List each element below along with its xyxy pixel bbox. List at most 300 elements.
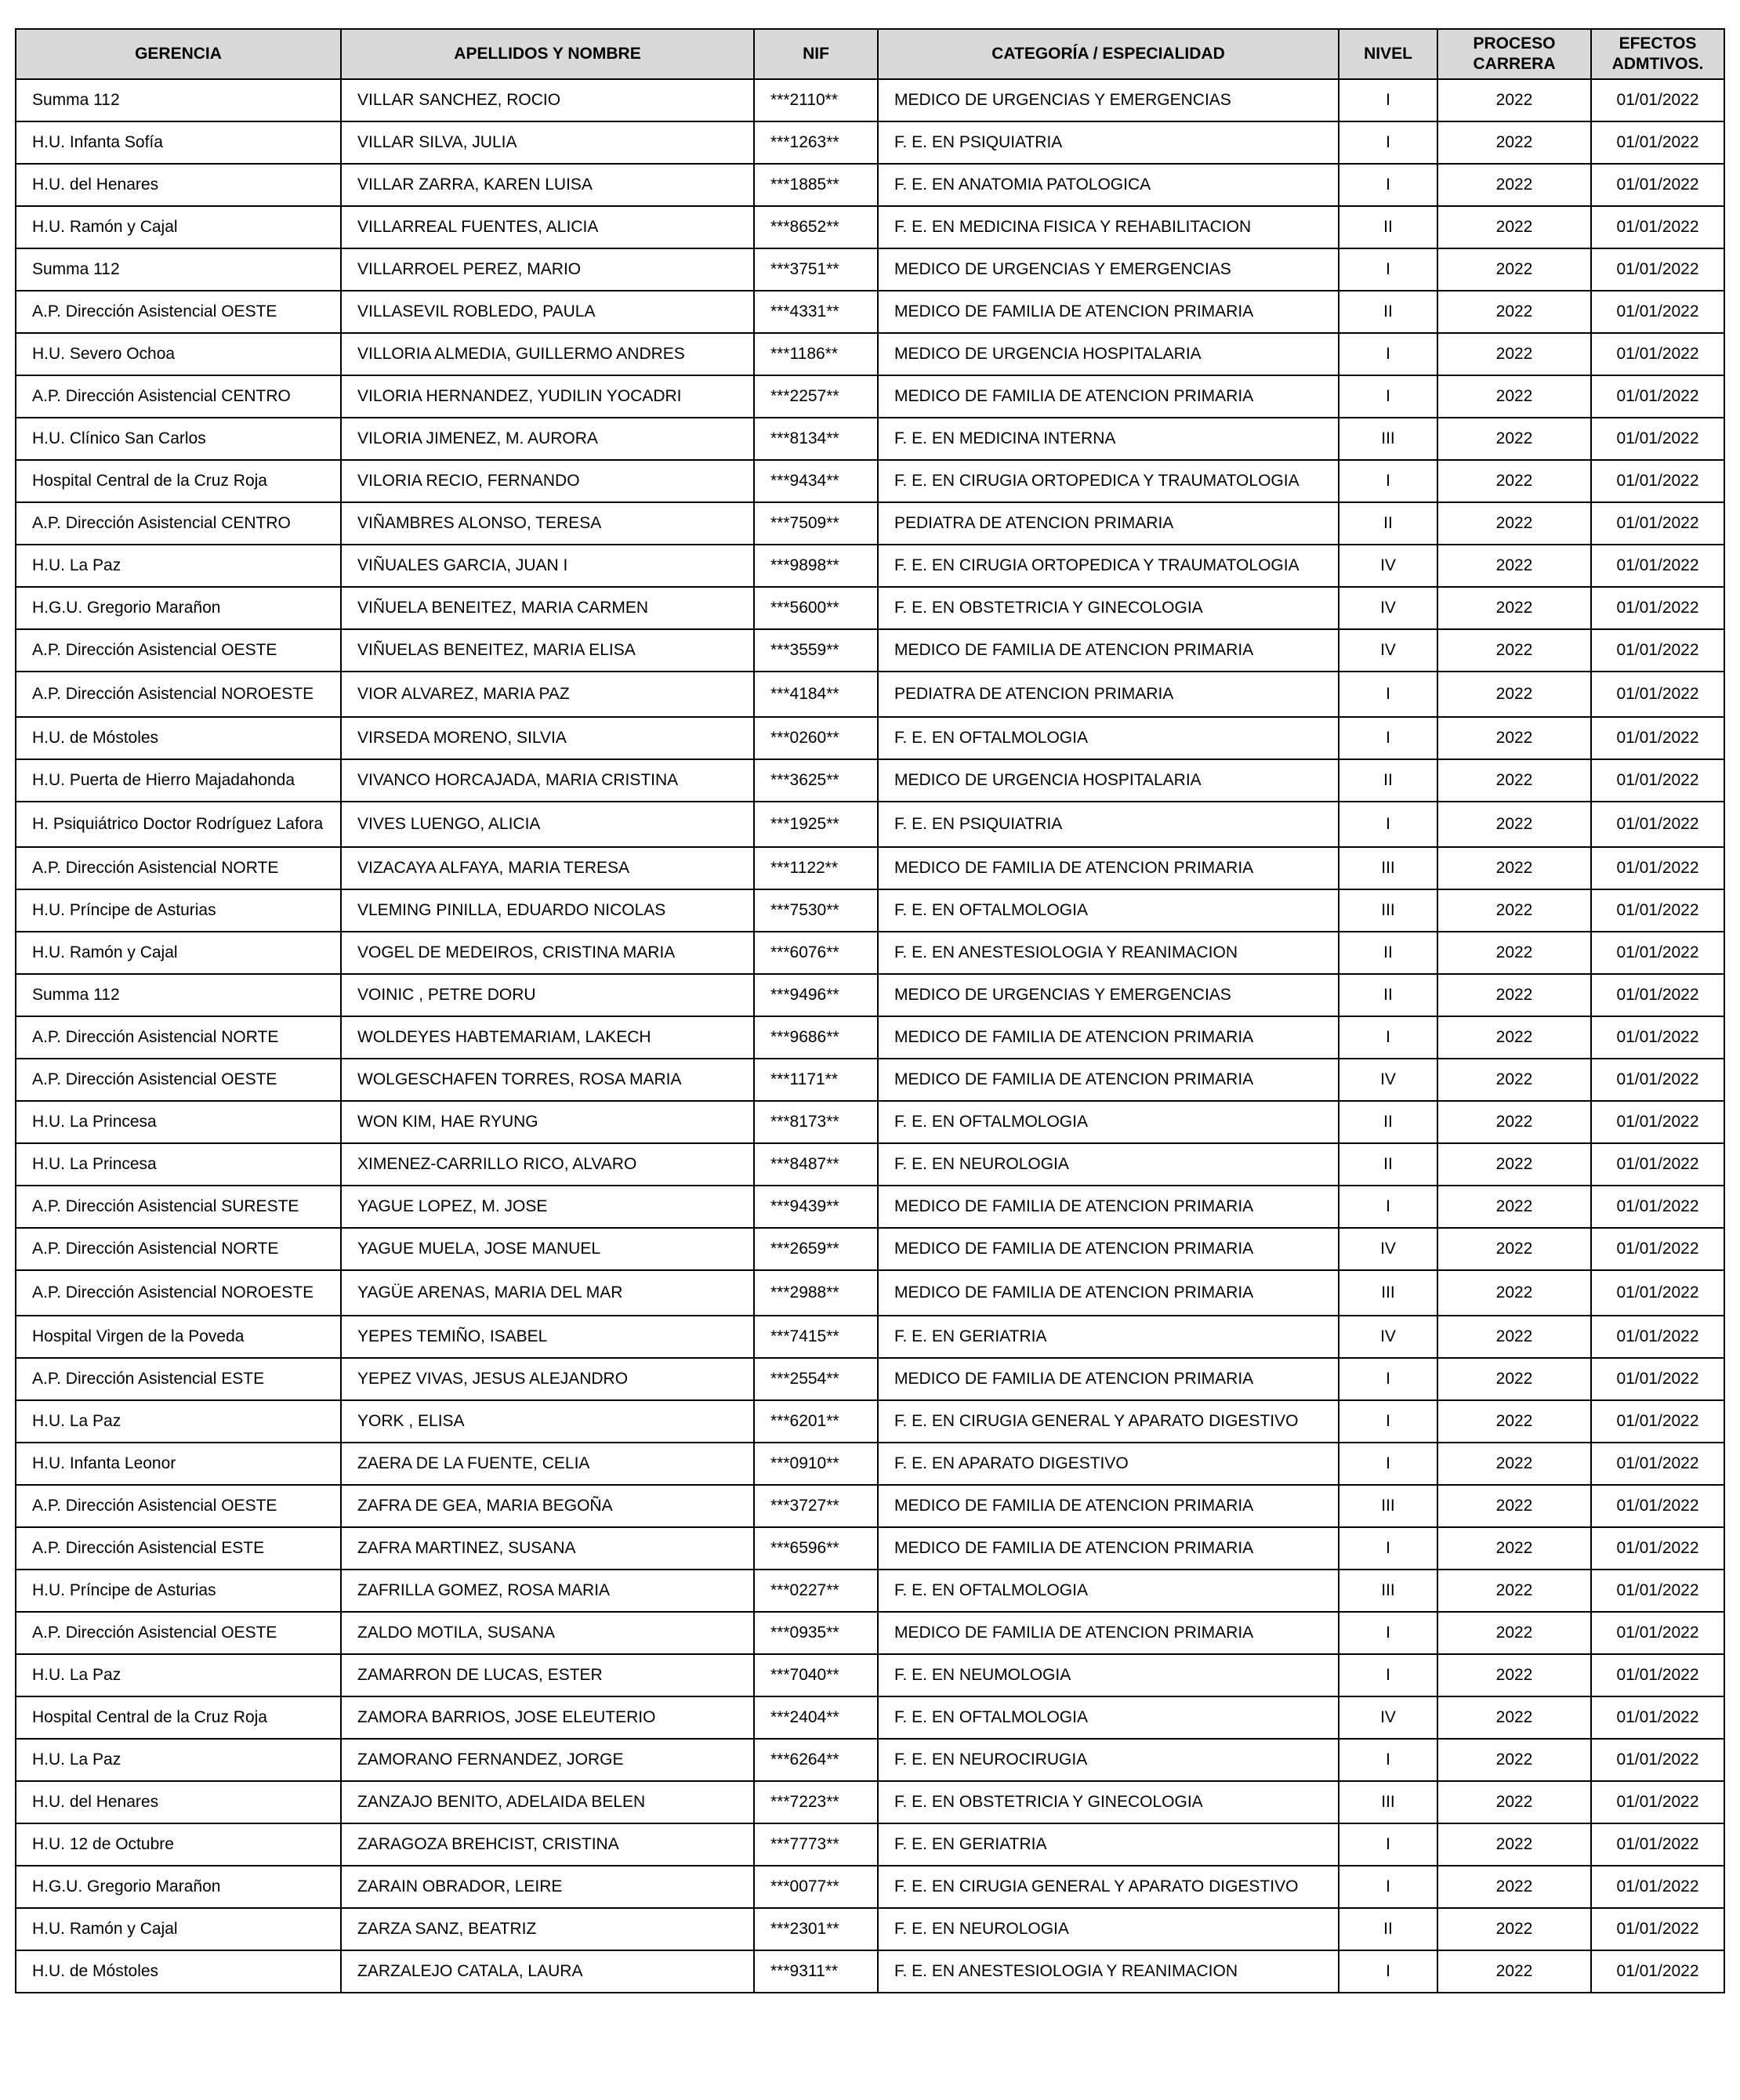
cell-gerencia: A.P. Dirección Asistencial OESTE xyxy=(16,629,341,672)
cell-apellidos-nombre: VIÑUELAS BENEITEZ, MARIA ELISA xyxy=(341,629,754,672)
cell-nif: ***6076** xyxy=(754,932,878,974)
cell-apellidos-nombre: ZAFRA MARTINEZ, SUSANA xyxy=(341,1527,754,1570)
cell-apellidos-nombre: ZAMORANO FERNANDEZ, JORGE xyxy=(341,1739,754,1781)
header-proceso-carrera: PROCESO CARRERA xyxy=(1437,29,1591,79)
cell-categoria: MEDICO DE FAMILIA DE ATENCION PRIMARIA xyxy=(878,1186,1339,1228)
cell-proceso-carrera: 2022 xyxy=(1437,460,1591,502)
cell-categoria: F. E. EN APARATO DIGESTIVO xyxy=(878,1443,1339,1485)
table-row xyxy=(16,1443,1724,1485)
cell-categoria: MEDICO DE FAMILIA DE ATENCION PRIMARIA xyxy=(878,1228,1339,1270)
cell-proceso-carrera: 2022 xyxy=(1437,1016,1591,1059)
cell-categoria: PEDIATRA DE ATENCION PRIMARIA xyxy=(878,502,1339,545)
cell-nif: ***9898** xyxy=(754,545,878,587)
cell-proceso-carrera: 2022 xyxy=(1437,502,1591,545)
cell-nif: ***1885** xyxy=(754,164,878,206)
cell-proceso-carrera: 2022 xyxy=(1437,1612,1591,1654)
table-header xyxy=(16,29,1724,79)
cell-proceso-carrera: 2022 xyxy=(1437,1908,1591,1950)
cell-gerencia: H.U. La Paz xyxy=(16,1654,341,1696)
cell-nivel: III xyxy=(1339,1270,1437,1316)
cell-nif: ***9434** xyxy=(754,460,878,502)
cell-efectos-admtivos: 01/01/2022 xyxy=(1591,1443,1724,1485)
cell-categoria: MEDICO DE FAMILIA DE ATENCION PRIMARIA xyxy=(878,1016,1339,1059)
cell-nif: ***9496** xyxy=(754,974,878,1016)
cell-nivel: I xyxy=(1339,1739,1437,1781)
table-row xyxy=(16,1908,1724,1950)
cell-nivel: I xyxy=(1339,802,1437,847)
cell-proceso-carrera: 2022 xyxy=(1437,1781,1591,1823)
cell-categoria: F. E. EN ANATOMIA PATOLOGICA xyxy=(878,164,1339,206)
cell-categoria: F. E. EN OFTALMOLOGIA xyxy=(878,1696,1339,1739)
cell-gerencia: H.U. del Henares xyxy=(16,164,341,206)
table-row xyxy=(16,502,1724,545)
cell-apellidos-nombre: VIRSEDA MORENO, SILVIA xyxy=(341,717,754,759)
cell-categoria: F. E. EN GERIATRIA xyxy=(878,1823,1339,1866)
cell-nif: ***9686** xyxy=(754,1016,878,1059)
cell-gerencia: H.G.U. Gregorio Marañon xyxy=(16,587,341,629)
cell-efectos-admtivos: 01/01/2022 xyxy=(1591,121,1724,164)
cell-gerencia: A.P. Dirección Asistencial ESTE xyxy=(16,1527,341,1570)
cell-nif: ***0910** xyxy=(754,1443,878,1485)
cell-efectos-admtivos: 01/01/2022 xyxy=(1591,847,1724,889)
cell-nif: ***7223** xyxy=(754,1781,878,1823)
cell-gerencia: Hospital Central de la Cruz Roja xyxy=(16,460,341,502)
cell-nivel: I xyxy=(1339,1950,1437,1993)
cell-apellidos-nombre: ZAMORA BARRIOS, JOSE ELEUTERIO xyxy=(341,1696,754,1739)
cell-efectos-admtivos: 01/01/2022 xyxy=(1591,1016,1724,1059)
cell-proceso-carrera: 2022 xyxy=(1437,418,1591,460)
cell-apellidos-nombre: ZAFRILLA GOMEZ, ROSA MARIA xyxy=(341,1570,754,1612)
cell-efectos-admtivos: 01/01/2022 xyxy=(1591,1101,1724,1143)
cell-gerencia: H.U. La Princesa xyxy=(16,1143,341,1186)
cell-categoria: MEDICO DE URGENCIA HOSPITALARIA xyxy=(878,759,1339,802)
cell-categoria: F. E. EN OBSTETRICIA Y GINECOLOGIA xyxy=(878,1781,1339,1823)
cell-apellidos-nombre: VILLARREAL FUENTES, ALICIA xyxy=(341,206,754,248)
cell-efectos-admtivos: 01/01/2022 xyxy=(1591,1143,1724,1186)
header-gerencia: GERENCIA xyxy=(16,29,341,79)
table-row xyxy=(16,889,1724,932)
cell-proceso-carrera: 2022 xyxy=(1437,1101,1591,1143)
cell-apellidos-nombre: VOGEL DE MEDEIROS, CRISTINA MARIA xyxy=(341,932,754,974)
cell-efectos-admtivos: 01/01/2022 xyxy=(1591,672,1724,717)
cell-gerencia: H.G.U. Gregorio Marañon xyxy=(16,1866,341,1908)
cell-proceso-carrera: 2022 xyxy=(1437,1485,1591,1527)
cell-nivel: IV xyxy=(1339,1696,1437,1739)
header-apellidos-nombre: APELLIDOS Y NOMBRE xyxy=(341,29,754,79)
cell-apellidos-nombre: VOINIC , PETRE DORU xyxy=(341,974,754,1016)
table-row xyxy=(16,1866,1724,1908)
cell-nif: ***2659** xyxy=(754,1228,878,1270)
cell-gerencia: A.P. Dirección Asistencial CENTRO xyxy=(16,375,341,418)
cell-nif: ***1186** xyxy=(754,333,878,375)
cell-apellidos-nombre: VILORIA HERNANDEZ, YUDILIN YOCADRI xyxy=(341,375,754,418)
cell-efectos-admtivos: 01/01/2022 xyxy=(1591,460,1724,502)
cell-apellidos-nombre: VIÑUELA BENEITEZ, MARIA CARMEN xyxy=(341,587,754,629)
cell-proceso-carrera: 2022 xyxy=(1437,1143,1591,1186)
cell-apellidos-nombre: YEPES TEMIÑO, ISABEL xyxy=(341,1316,754,1358)
cell-gerencia: H.U. La Paz xyxy=(16,1400,341,1443)
cell-apellidos-nombre: ZANZAJO BENITO, ADELAIDA BELEN xyxy=(341,1781,754,1823)
table-row xyxy=(16,375,1724,418)
cell-proceso-carrera: 2022 xyxy=(1437,1950,1591,1993)
table-row xyxy=(16,1570,1724,1612)
cell-categoria: MEDICO DE FAMILIA DE ATENCION PRIMARIA xyxy=(878,1270,1339,1316)
cell-gerencia: H.U. Clínico San Carlos xyxy=(16,418,341,460)
cell-categoria: F. E. EN NEUROLOGIA xyxy=(878,1143,1339,1186)
cell-efectos-admtivos: 01/01/2022 xyxy=(1591,545,1724,587)
cell-proceso-carrera: 2022 xyxy=(1437,587,1591,629)
cell-proceso-carrera: 2022 xyxy=(1437,291,1591,333)
cell-proceso-carrera: 2022 xyxy=(1437,1228,1591,1270)
cell-apellidos-nombre: ZAFRA DE GEA, MARIA BEGOÑA xyxy=(341,1485,754,1527)
cell-efectos-admtivos: 01/01/2022 xyxy=(1591,1270,1724,1316)
cell-categoria: F. E. EN MEDICINA FISICA Y REHABILITACION xyxy=(878,206,1339,248)
cell-proceso-carrera: 2022 xyxy=(1437,545,1591,587)
cell-nivel: IV xyxy=(1339,545,1437,587)
cell-nif: ***6596** xyxy=(754,1527,878,1570)
cell-efectos-admtivos: 01/01/2022 xyxy=(1591,1908,1724,1950)
cell-nivel: I xyxy=(1339,248,1437,291)
cell-nif: ***0260** xyxy=(754,717,878,759)
cell-proceso-carrera: 2022 xyxy=(1437,1527,1591,1570)
cell-categoria: F. E. EN CIRUGIA ORTOPEDICA Y TRAUMATOLOGIA xyxy=(878,545,1339,587)
cell-efectos-admtivos: 01/01/2022 xyxy=(1591,1950,1724,1993)
cell-gerencia: A.P. Dirección Asistencial NORTE xyxy=(16,847,341,889)
cell-proceso-carrera: 2022 xyxy=(1437,1866,1591,1908)
header-nif: NIF xyxy=(754,29,878,79)
cell-nif: ***0935** xyxy=(754,1612,878,1654)
table-row xyxy=(16,1400,1724,1443)
cell-categoria: MEDICO DE FAMILIA DE ATENCION PRIMARIA xyxy=(878,375,1339,418)
cell-nif: ***2257** xyxy=(754,375,878,418)
cell-proceso-carrera: 2022 xyxy=(1437,1570,1591,1612)
cell-categoria: F. E. EN MEDICINA INTERNA xyxy=(878,418,1339,460)
cell-gerencia: Summa 112 xyxy=(16,79,341,121)
cell-efectos-admtivos: 01/01/2022 xyxy=(1591,502,1724,545)
cell-nif: ***1171** xyxy=(754,1059,878,1101)
table-row xyxy=(16,932,1724,974)
cell-nivel: II xyxy=(1339,1143,1437,1186)
table-row xyxy=(16,1527,1724,1570)
cell-apellidos-nombre: ZALDO MOTILA, SUSANA xyxy=(341,1612,754,1654)
table-row xyxy=(16,1143,1724,1186)
cell-apellidos-nombre: VLEMING PINILLA, EDUARDO NICOLAS xyxy=(341,889,754,932)
cell-gerencia: H.U. Severo Ochoa xyxy=(16,333,341,375)
cell-categoria: MEDICO DE FAMILIA DE ATENCION PRIMARIA xyxy=(878,1612,1339,1654)
table-row xyxy=(16,1316,1724,1358)
cell-proceso-carrera: 2022 xyxy=(1437,932,1591,974)
cell-nivel: II xyxy=(1339,1908,1437,1950)
table-row xyxy=(16,545,1724,587)
cell-gerencia: A.P. Dirección Asistencial OESTE xyxy=(16,1059,341,1101)
cell-nif: ***2301** xyxy=(754,1908,878,1950)
cell-gerencia: Summa 112 xyxy=(16,974,341,1016)
cell-apellidos-nombre: VILLORIA ALMEDIA, GUILLERMO ANDRES xyxy=(341,333,754,375)
cell-efectos-admtivos: 01/01/2022 xyxy=(1591,1358,1724,1400)
table-row xyxy=(16,1654,1724,1696)
cell-nif: ***6264** xyxy=(754,1739,878,1781)
cell-gerencia: A.P. Dirección Asistencial NOROESTE xyxy=(16,1270,341,1316)
cell-nivel: I xyxy=(1339,717,1437,759)
cell-gerencia: A.P. Dirección Asistencial OESTE xyxy=(16,1485,341,1527)
cell-nivel: II xyxy=(1339,206,1437,248)
cell-nif: ***8487** xyxy=(754,1143,878,1186)
cell-efectos-admtivos: 01/01/2022 xyxy=(1591,802,1724,847)
cell-efectos-admtivos: 01/01/2022 xyxy=(1591,1228,1724,1270)
cell-gerencia: H.U. Infanta Sofía xyxy=(16,121,341,164)
cell-nif: ***0077** xyxy=(754,1866,878,1908)
cell-gerencia: H.U. de Móstoles xyxy=(16,717,341,759)
cell-efectos-admtivos: 01/01/2022 xyxy=(1591,1059,1724,1101)
table-row xyxy=(16,121,1724,164)
cell-efectos-admtivos: 01/01/2022 xyxy=(1591,1570,1724,1612)
cell-apellidos-nombre: ZARAGOZA BREHCIST, CRISTINA xyxy=(341,1823,754,1866)
cell-categoria: MEDICO DE FAMILIA DE ATENCION PRIMARIA xyxy=(878,291,1339,333)
cell-proceso-carrera: 2022 xyxy=(1437,1358,1591,1400)
cell-nif: ***7509** xyxy=(754,502,878,545)
table-row xyxy=(16,291,1724,333)
table-body xyxy=(16,79,1724,1993)
cell-apellidos-nombre: WOLDEYES HABTEMARIAM, LAKECH xyxy=(341,1016,754,1059)
cell-efectos-admtivos: 01/01/2022 xyxy=(1591,1612,1724,1654)
cell-nivel: I xyxy=(1339,121,1437,164)
cell-categoria: F. E. EN OFTALMOLOGIA xyxy=(878,1101,1339,1143)
cell-apellidos-nombre: VIÑAMBRES ALONSO, TERESA xyxy=(341,502,754,545)
cell-proceso-carrera: 2022 xyxy=(1437,672,1591,717)
cell-nif: ***3727** xyxy=(754,1485,878,1527)
cell-nif: ***8173** xyxy=(754,1101,878,1143)
cell-proceso-carrera: 2022 xyxy=(1437,1270,1591,1316)
table-row xyxy=(16,248,1724,291)
cell-categoria: F. E. EN GERIATRIA xyxy=(878,1316,1339,1358)
cell-categoria: MEDICO DE FAMILIA DE ATENCION PRIMARIA xyxy=(878,629,1339,672)
cell-efectos-admtivos: 01/01/2022 xyxy=(1591,333,1724,375)
cell-apellidos-nombre: ZARZA SANZ, BEATRIZ xyxy=(341,1908,754,1950)
cell-efectos-admtivos: 01/01/2022 xyxy=(1591,932,1724,974)
cell-categoria: F. E. EN CIRUGIA GENERAL Y APARATO DIGESTIVO xyxy=(878,1866,1339,1908)
cell-nivel: II xyxy=(1339,291,1437,333)
cell-nif: ***2554** xyxy=(754,1358,878,1400)
cell-gerencia: A.P. Dirección Asistencial SURESTE xyxy=(16,1186,341,1228)
cell-categoria: MEDICO DE FAMILIA DE ATENCION PRIMARIA xyxy=(878,1059,1339,1101)
cell-gerencia: A.P. Dirección Asistencial NORTE xyxy=(16,1016,341,1059)
cell-gerencia: A.P. Dirección Asistencial ESTE xyxy=(16,1358,341,1400)
table-row xyxy=(16,1485,1724,1527)
table-row xyxy=(16,847,1724,889)
cell-efectos-admtivos: 01/01/2022 xyxy=(1591,629,1724,672)
cell-gerencia: H.U. La Paz xyxy=(16,1739,341,1781)
cell-gerencia: H.U. Ramón y Cajal xyxy=(16,206,341,248)
cell-nivel: I xyxy=(1339,1612,1437,1654)
cell-apellidos-nombre: WOLGESCHAFEN TORRES, ROSA MARIA xyxy=(341,1059,754,1101)
cell-nivel: I xyxy=(1339,1866,1437,1908)
cell-nivel: I xyxy=(1339,1654,1437,1696)
cell-categoria: F. E. EN ANESTESIOLOGIA Y REANIMACION xyxy=(878,1950,1339,1993)
cell-nif: ***5600** xyxy=(754,587,878,629)
cell-gerencia: A.P. Dirección Asistencial OESTE xyxy=(16,1612,341,1654)
header-nivel: NIVEL xyxy=(1339,29,1437,79)
cell-categoria: F. E. EN ANESTESIOLOGIA Y REANIMACION xyxy=(878,932,1339,974)
cell-nif: ***3559** xyxy=(754,629,878,672)
cell-apellidos-nombre: VILLARROEL PEREZ, MARIO xyxy=(341,248,754,291)
cell-categoria: PEDIATRA DE ATENCION PRIMARIA xyxy=(878,672,1339,717)
cell-nif: ***7415** xyxy=(754,1316,878,1358)
cell-proceso-carrera: 2022 xyxy=(1437,375,1591,418)
cell-categoria: MEDICO DE FAMILIA DE ATENCION PRIMARIA xyxy=(878,1527,1339,1570)
cell-nivel: I xyxy=(1339,333,1437,375)
cell-nif: ***2110** xyxy=(754,79,878,121)
cell-categoria: F. E. EN OFTALMOLOGIA xyxy=(878,889,1339,932)
cell-efectos-admtivos: 01/01/2022 xyxy=(1591,1186,1724,1228)
cell-gerencia: H.U. Príncipe de Asturias xyxy=(16,889,341,932)
cell-nivel: III xyxy=(1339,1781,1437,1823)
cell-apellidos-nombre: ZARAIN OBRADOR, LEIRE xyxy=(341,1866,754,1908)
cell-efectos-admtivos: 01/01/2022 xyxy=(1591,1823,1724,1866)
cell-apellidos-nombre: WON KIM, HAE RYUNG xyxy=(341,1101,754,1143)
cell-efectos-admtivos: 01/01/2022 xyxy=(1591,1866,1724,1908)
cell-proceso-carrera: 2022 xyxy=(1437,847,1591,889)
cell-nif: ***9311** xyxy=(754,1950,878,1993)
cell-efectos-admtivos: 01/01/2022 xyxy=(1591,1400,1724,1443)
cell-nivel: I xyxy=(1339,1400,1437,1443)
cell-nivel: IV xyxy=(1339,1316,1437,1358)
cell-efectos-admtivos: 01/01/2022 xyxy=(1591,759,1724,802)
cell-gerencia: H.U. Ramón y Cajal xyxy=(16,1908,341,1950)
cell-nivel: II xyxy=(1339,932,1437,974)
cell-efectos-admtivos: 01/01/2022 xyxy=(1591,248,1724,291)
table-row xyxy=(16,1781,1724,1823)
cell-efectos-admtivos: 01/01/2022 xyxy=(1591,1527,1724,1570)
cell-proceso-carrera: 2022 xyxy=(1437,1316,1591,1358)
cell-efectos-admtivos: 01/01/2022 xyxy=(1591,889,1724,932)
cell-categoria: MEDICO DE FAMILIA DE ATENCION PRIMARIA xyxy=(878,1358,1339,1400)
cell-nivel: I xyxy=(1339,375,1437,418)
cell-gerencia: A.P. Dirección Asistencial NORTE xyxy=(16,1228,341,1270)
cell-proceso-carrera: 2022 xyxy=(1437,1696,1591,1739)
table-row xyxy=(16,1186,1724,1228)
cell-proceso-carrera: 2022 xyxy=(1437,164,1591,206)
cell-gerencia: H.U. La Princesa xyxy=(16,1101,341,1143)
cell-nif: ***3751** xyxy=(754,248,878,291)
cell-proceso-carrera: 2022 xyxy=(1437,759,1591,802)
cell-categoria: F. E. EN PSIQUIATRIA xyxy=(878,121,1339,164)
cell-categoria: F. E. EN OFTALMOLOGIA xyxy=(878,1570,1339,1612)
cell-nif: ***3625** xyxy=(754,759,878,802)
cell-apellidos-nombre: VILLAR SILVA, JULIA xyxy=(341,121,754,164)
cell-apellidos-nombre: XIMENEZ-CARRILLO RICO, ALVARO xyxy=(341,1143,754,1186)
cell-nif: ***4331** xyxy=(754,291,878,333)
cell-categoria: F. E. EN OFTALMOLOGIA xyxy=(878,717,1339,759)
cell-nivel: III xyxy=(1339,889,1437,932)
cell-nif: ***9439** xyxy=(754,1186,878,1228)
table-row xyxy=(16,1950,1724,1993)
table-row xyxy=(16,1270,1724,1316)
cell-apellidos-nombre: VIVANCO HORCAJADA, MARIA CRISTINA xyxy=(341,759,754,802)
cell-efectos-admtivos: 01/01/2022 xyxy=(1591,1781,1724,1823)
cell-nivel: I xyxy=(1339,1016,1437,1059)
cell-efectos-admtivos: 01/01/2022 xyxy=(1591,206,1724,248)
cell-efectos-admtivos: 01/01/2022 xyxy=(1591,418,1724,460)
table-row xyxy=(16,802,1724,847)
cell-gerencia: H.U. de Móstoles xyxy=(16,1950,341,1993)
cell-nivel: I xyxy=(1339,672,1437,717)
cell-nif: ***1263** xyxy=(754,121,878,164)
cell-nivel: III xyxy=(1339,1485,1437,1527)
table-row xyxy=(16,1696,1724,1739)
cell-nif: ***8652** xyxy=(754,206,878,248)
cell-categoria: F. E. EN NEUMOLOGIA xyxy=(878,1654,1339,1696)
cell-nivel: I xyxy=(1339,1527,1437,1570)
cell-gerencia: H.U. Infanta Leonor xyxy=(16,1443,341,1485)
cell-gerencia: H.U. Príncipe de Asturias xyxy=(16,1570,341,1612)
cell-proceso-carrera: 2022 xyxy=(1437,1654,1591,1696)
cell-apellidos-nombre: VIOR ALVAREZ, MARIA PAZ xyxy=(341,672,754,717)
table-row xyxy=(16,164,1724,206)
cell-apellidos-nombre: YORK , ELISA xyxy=(341,1400,754,1443)
cell-proceso-carrera: 2022 xyxy=(1437,206,1591,248)
cell-gerencia: Hospital Central de la Cruz Roja xyxy=(16,1696,341,1739)
cell-nivel: I xyxy=(1339,460,1437,502)
cell-nivel: II xyxy=(1339,974,1437,1016)
header-categoria: CATEGORÍA / ESPECIALIDAD xyxy=(878,29,1339,79)
cell-categoria: F. E. EN OBSTETRICIA Y GINECOLOGIA xyxy=(878,587,1339,629)
header-row xyxy=(16,29,1724,79)
cell-nif: ***0227** xyxy=(754,1570,878,1612)
cell-efectos-admtivos: 01/01/2022 xyxy=(1591,1696,1724,1739)
table-row xyxy=(16,206,1724,248)
cell-proceso-carrera: 2022 xyxy=(1437,1400,1591,1443)
cell-apellidos-nombre: ZAMARRON DE LUCAS, ESTER xyxy=(341,1654,754,1696)
cell-categoria: MEDICO DE URGENCIAS Y EMERGENCIAS xyxy=(878,248,1339,291)
cell-gerencia: Hospital Virgen de la Poveda xyxy=(16,1316,341,1358)
cell-efectos-admtivos: 01/01/2022 xyxy=(1591,974,1724,1016)
table-row xyxy=(16,1823,1724,1866)
cell-gerencia: Summa 112 xyxy=(16,248,341,291)
cell-categoria: F. E. EN CIRUGIA ORTOPEDICA Y TRAUMATOLOGIA xyxy=(878,460,1339,502)
cell-nif: ***8134** xyxy=(754,418,878,460)
cell-apellidos-nombre: YEPEZ VIVAS, JESUS ALEJANDRO xyxy=(341,1358,754,1400)
cell-categoria: MEDICO DE URGENCIA HOSPITALARIA xyxy=(878,333,1339,375)
cell-proceso-carrera: 2022 xyxy=(1437,1823,1591,1866)
cell-apellidos-nombre: VILORIA RECIO, FERNANDO xyxy=(341,460,754,502)
cell-nivel: III xyxy=(1339,1570,1437,1612)
cell-gerencia: A.P. Dirección Asistencial NOROESTE xyxy=(16,672,341,717)
cell-categoria: MEDICO DE FAMILIA DE ATENCION PRIMARIA xyxy=(878,847,1339,889)
cell-apellidos-nombre: VILLAR ZARRA, KAREN LUISA xyxy=(341,164,754,206)
table-row xyxy=(16,1016,1724,1059)
cell-nif: ***2404** xyxy=(754,1696,878,1739)
table-row xyxy=(16,1228,1724,1270)
table-row xyxy=(16,1358,1724,1400)
cell-apellidos-nombre: YAGUE MUELA, JOSE MANUEL xyxy=(341,1228,754,1270)
cell-efectos-admtivos: 01/01/2022 xyxy=(1591,1654,1724,1696)
cell-categoria: F. E. EN PSIQUIATRIA xyxy=(878,802,1339,847)
cell-nivel: IV xyxy=(1339,629,1437,672)
cell-gerencia: H.U. La Paz xyxy=(16,545,341,587)
cell-nivel: I xyxy=(1339,1186,1437,1228)
table-row xyxy=(16,974,1724,1016)
cell-categoria: F. E. EN NEUROCIRUGIA xyxy=(878,1739,1339,1781)
cell-proceso-carrera: 2022 xyxy=(1437,717,1591,759)
cell-nif: ***1122** xyxy=(754,847,878,889)
cell-efectos-admtivos: 01/01/2022 xyxy=(1591,717,1724,759)
cell-efectos-admtivos: 01/01/2022 xyxy=(1591,164,1724,206)
cell-apellidos-nombre: YAGÜE ARENAS, MARIA DEL MAR xyxy=(341,1270,754,1316)
cell-nivel: IV xyxy=(1339,1228,1437,1270)
cell-nivel: III xyxy=(1339,847,1437,889)
cell-proceso-carrera: 2022 xyxy=(1437,79,1591,121)
table-row xyxy=(16,1059,1724,1101)
